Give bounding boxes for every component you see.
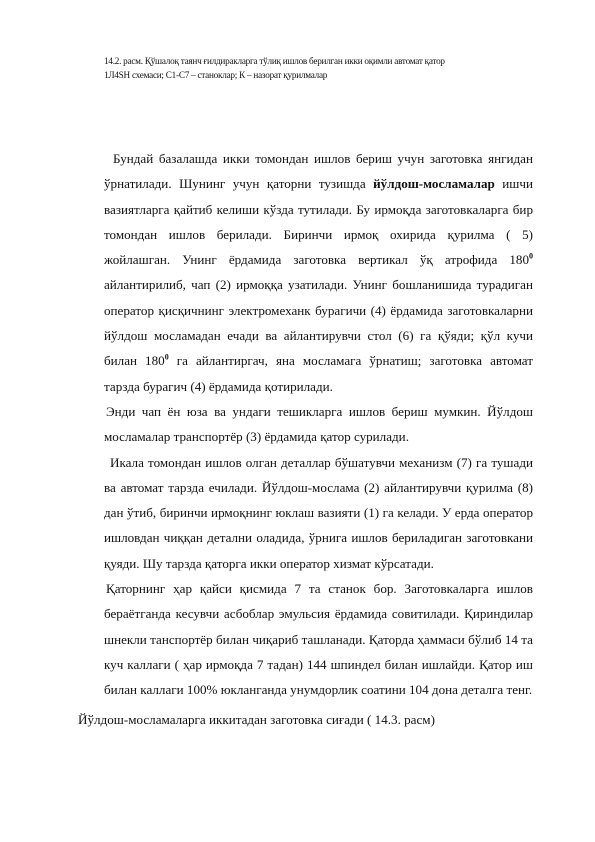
paragraph-2: Энди чап ён юза ва ундаги тешикларга ишлов бериш мумкин. Йўлдош мосламалар транспортёр (3) ёрдамида қатор сурилади. — [104, 403, 533, 445]
paragraph-5: Йўлдош-мосламаларга иккитадан заготовка сиғади ( 14.3. расм) — [78, 712, 435, 727]
figure-caption — [104, 54, 544, 82]
paragraph-1-bold-term: йўлдош-мосламалар — [373, 176, 495, 192]
paragraph-4: Қаторнинг ҳар қайси қисмида 7 та станок бор. Заготовкаларга ишлов бераётганда кесувчи асбоблар эмульсия ёрдамида совитилади. Қириндилар шнекли танспортёр билан чиқариб ташланади. Қаторда ҳаммаси бўлиб 14 та куч каллаги ( ҳар ирмоқда 7 тадан) 144 шпиндел билан ишлайди. Қатор иш билан каллаги 100% юкланганда унумдорлик соатини 104 дона деталга тенг. — [104, 581, 533, 698]
paragraph-1-text-a: Бундай базалашда икки томондан ишлов бериш учун заготовка янгидан ўрнатилади. Шунинг учун қаторни тузишда — [104, 151, 533, 192]
body-text — [104, 146, 533, 703]
caption-line-1: 14.2. расм. Қўшалоқ таянч ғилдиракларга тўлиқ ишлов берилган икки оқимли автомат қатор — [104, 56, 445, 66]
paragraph-1-text-b: ишчи вазиятларга қайтиб келиши кўзда тутилади. Бу ирмоқда заготовкаларга бир томондан ишлов берилади. Биринчи ирмоқ охирида қурилма ( 5) жойлашган. Унинг ёрдамида заготовка вертикал ўқ атрофида 180 — [104, 176, 533, 268]
paragraph-1 — [104, 146, 533, 399]
paragraph-3: Икала томондан ишлов олган деталлар бўшатувчи механизм (7) га тушади ва автомат тарзда ечилади. Йўлдош-мослама (2) айлантирувчи қурилма (8) дан ўтиб, биринчи ирмоқнинг юклаш вазияти (1) га келади. У ерда оператор ишловдан чиққан детални оладида, ўрнига ишлов бериладиган заготовкани қуяди. Шу тарзда қаторга икки оператор хизмат кўрсатади. — [104, 454, 533, 571]
degree-superscript-2: 0 — [164, 353, 169, 363]
caption-line-2: 1Л4SН схемаси; С1-С7 – станоклар; К – назорат қурилмалар — [104, 70, 328, 80]
degree-superscript-1: 0 — [529, 251, 533, 261]
paragraph-1-text-d: га айлантиргач, яна мосламага ўрнатиш; заготовка автомат тарзда бурагич (4) ёрдамида қотирилади. — [104, 353, 534, 394]
paragraph-1-text-c: айлантирилиб, чап (2) ирмоққа узатилади. Унинг бошланишида турадиган оператор қисқичнинг электромеханк бурагичи (4) ёрдамида заготовкаларни йўлдош мосламадан ечади ва айлантирувчи стол (6) га қўяди; қўл кучи билан 180 — [104, 277, 533, 369]
